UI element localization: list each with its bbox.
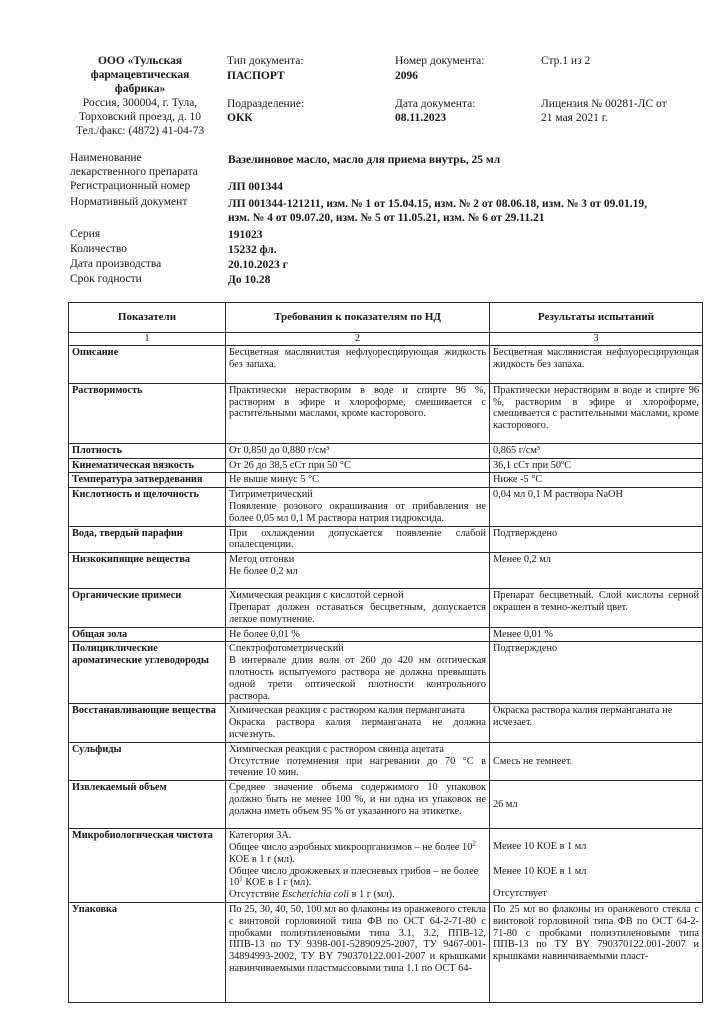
reg-number-value: ЛП 001344	[228, 181, 283, 193]
result-cell: Менее 0,2 мл	[490, 553, 703, 589]
reg-number-label: Регистрационный номер	[70, 180, 191, 192]
requirement-cell	[226, 829, 490, 903]
norm-doc-label: Нормативный документ	[70, 196, 188, 208]
drug-name-label	[70, 152, 198, 179]
company-name-line: ООО «Тульская	[97, 55, 183, 67]
param-cell: Растворимость	[69, 383, 226, 443]
table-row	[69, 458, 703, 473]
param-cell: Описание	[69, 345, 226, 383]
requirement-cell: Практически нерастворим в воде и спирте 96 %, растворим в эфире и хлороформе, смешивается с растительными маслами, кроме касторового.	[226, 383, 490, 443]
doc-date-label: Дата документа:	[395, 98, 476, 110]
param-cell: Температура затвердевания	[69, 473, 226, 488]
division-value: ОКК	[227, 112, 253, 124]
license-line: 21 мая 2021 г.	[541, 112, 609, 124]
requirement-cell: Метод отгонки Не более 0,2 мл	[226, 553, 490, 589]
result-cell: Бесцветная маслянистая нефлуоресцирующая жидкость без запаха.	[490, 345, 703, 383]
param-cell: Органические примеси	[69, 589, 226, 627]
text-span: Общее число аэробных микроорганизмов – не более 10	[229, 841, 473, 853]
table-row	[69, 829, 703, 903]
doc-type-label: Тип документа:	[227, 55, 304, 67]
requirement-cell: Спектрофотометрический В интервале длин волн от 260 до 420 нм оптическая плотность испытуемого раствора не должна превышать одной трети оптической плотности контрольного раствора.	[226, 642, 490, 704]
italic-span: Escherichia coli	[281, 889, 350, 901]
result-cell: Практически нерастворим в воде и спирте 96 %, растворим в эфире и хлороформе, смешивается с растительными маслами, кроме касторового.	[490, 383, 703, 443]
table-header-row	[69, 303, 703, 333]
micro-ecoli-result: Отсутствует	[493, 887, 547, 899]
micro-aerobic-req	[229, 839, 486, 866]
norm-doc-value	[228, 197, 698, 225]
series-label: Серия	[70, 228, 101, 240]
micro-aerobic-result: Менее 10 КОЕ в 1 мл	[493, 841, 587, 853]
micro-fungi-req	[229, 866, 486, 890]
col-number: 1	[69, 333, 226, 346]
company-phone: Тел./факс: (4872) 41-04-73	[75, 125, 205, 137]
table-row	[69, 553, 703, 589]
requirement-cell: Среднее значение объема содержимого 10 упаковок должно быть не менее 100 %, и ни одна из упаковок не должна иметь объем 95 % от указанного на этикетке.	[226, 781, 490, 829]
label-line: лекарственного препарата	[70, 165, 198, 178]
requirement-cell: От 26 до 38,5 сСт при 50 °С	[226, 458, 490, 473]
label-line: Наименование	[70, 152, 142, 164]
doc-date-value: 08.11.2023	[395, 112, 447, 124]
micro-category: Категория 3А.	[229, 830, 292, 842]
production-date-label: Дата производства	[70, 258, 162, 270]
param-cell: Вода, твердый парафин	[69, 526, 226, 553]
test-results-table	[68, 302, 703, 1003]
param-cell: Общая зола	[69, 627, 226, 642]
result-cell: 26 мл	[490, 781, 703, 829]
superscript: 2	[472, 839, 476, 848]
company-name-line: фармацевтическая	[90, 69, 190, 81]
requirement-cell: От 0,850 до 0,880 г/см³	[226, 443, 490, 458]
param-cell: Извлекаемый объем	[69, 781, 226, 829]
requirement-cell: При охлаждении допускается появление слабой опалесценции.	[226, 526, 490, 553]
requirement-cell: Химическая реакция с раствором свинца ацетата Отсутствие потемнения при нагревании до 70 °С в течение 10 мин.	[226, 742, 490, 780]
requirement-cell: Химическая реакция с кислотой серной Препарат должен оставаться бесцветным, допускается легкое помутнение.	[226, 589, 490, 627]
result-cell: Смесь не темнеет.	[490, 742, 703, 780]
doc-number-label: Номер документа:	[395, 55, 485, 67]
company-block	[70, 54, 210, 138]
requirement-cell: Химическая реакция с раствором калия перманганата Окраска раствора калия перманганата не должна исчезнуть.	[226, 704, 490, 742]
table-row	[69, 383, 703, 443]
param-cell: Упаковка	[69, 902, 226, 1002]
requirement-cell: Титриметрический Появление розового окрашивания от прибавления не более 0,05 мл 0,1 М раствора натрия гидроксида.	[226, 488, 490, 526]
doc-number-value: 2096	[395, 70, 418, 82]
result-cell: Ниже -5 °С	[490, 473, 703, 488]
text-span: Общее число дрожжевых и плесневых грибов – не более 10	[229, 865, 479, 889]
header-param: Показатели	[69, 303, 226, 333]
micro-ecoli-req	[229, 889, 486, 901]
table-row	[69, 443, 703, 458]
doc-type-value: ПАСПОРТ	[227, 70, 285, 82]
table-row	[69, 473, 703, 488]
company-address-line: Торховский проезд, д. 10	[78, 111, 202, 123]
table-row	[69, 345, 703, 383]
param-cell: Низкокипящие вещества	[69, 553, 226, 589]
result-cell: Менее 0,01 %	[490, 627, 703, 642]
quantity-label: Количество	[70, 243, 127, 255]
col-number: 3	[490, 333, 703, 346]
company-address-line: Россия, 300004, г. Тула,	[82, 97, 198, 109]
text-span: КОЕ в 1 г (мл).	[242, 877, 312, 889]
table-row	[69, 781, 703, 829]
expiry-value: До 10.28	[228, 274, 271, 286]
result-cell: По 25 мл во флаконы из оранжевого стекла с винтовой горловиной типа ФВ по ОСТ 64-2-71-80 с пробками полиэтиленовыми типа ППВ-13 по ТУ BY 790370122.001-2007 и крышками навинчиваемыми пласт-	[490, 902, 703, 1002]
header-results: Результаты испытаний	[490, 303, 703, 333]
param-cell: Сульфиды	[69, 742, 226, 780]
text-span: в 1 г (мл).	[349, 889, 395, 901]
result-cell: 0,865 г/см³	[490, 443, 703, 458]
result-cell: 36,1 сСт при 50ºС	[490, 458, 703, 473]
requirement-cell: Бесцветная маслянистая нефлуоресцирующая жидкость без запаха.	[226, 345, 490, 383]
col-number: 2	[226, 333, 490, 346]
param-cell: Микробиологическая чистота	[69, 829, 226, 903]
param-cell: Кинематическая вязкость	[69, 458, 226, 473]
expiry-label: Срок годности	[70, 273, 142, 285]
result-cell: Препарат бесцветный. Слой кислоты серной окрашен в темно-желтый цвет.	[490, 589, 703, 627]
table-row	[69, 704, 703, 742]
requirement-cell: Не выше минус 5 °С	[226, 473, 490, 488]
table-row	[69, 642, 703, 704]
param-cell: Восстанавливающие вещества	[69, 704, 226, 742]
header-requirements: Требования к показателям по НД	[226, 303, 490, 333]
result-cell: Подтверждено	[490, 526, 703, 553]
table-row	[69, 589, 703, 627]
param-cell: Полициклические ароматические углеводороды	[69, 642, 226, 704]
text-span: Отсутствие	[229, 889, 282, 901]
norm-doc-line: изм. № 4 от 09.07.20, изм. № 5 от 11.05.21, изм. № 6 от 29.11.21	[228, 212, 545, 224]
result-cell: Окраска раствора калия перманганата не исчезает.	[490, 704, 703, 742]
requirement-cell: По 25, 30, 40, 50, 100 мл во флаконы из оранжевого стекла с винтовой горловиной типа ФВ по ОСТ 64-2-71-80 с пробками полиэтиленовыми типа 3.1, 3.2, ППВ-12, ППВ-13 по ТУ 9398-001-52890925-2007, ТУ 9467-001-34894993-2002, ТУ BY 790370122.001-2007 и крышками навинчиваемыми пластмассовыми типа 1.1 по ОСТ 64-	[226, 902, 490, 1002]
quantity-value: 15232 фл.	[228, 244, 277, 256]
table-row	[69, 627, 703, 642]
license-line: Лицензия № 00281-ЛС от	[541, 98, 667, 110]
result-cell: 0,04 мл 0,1 М раствора NaOH	[490, 488, 703, 526]
company-name-line: фабрика»	[114, 83, 166, 95]
table-row	[69, 488, 703, 526]
result-cell	[490, 829, 703, 903]
result-cell: Подтверждено	[490, 642, 703, 704]
page-number: Стр.1 из 2	[541, 55, 591, 67]
series-value: 191023	[228, 229, 263, 241]
param-cell: Плотность	[69, 443, 226, 458]
table-row	[69, 526, 703, 553]
production-date-value: 20.10.2023 г	[228, 259, 288, 271]
text-span: КОЕ в 1 г (мл).	[229, 853, 295, 865]
micro-fungi-result: Менее 10 КОЕ в 1 мл	[493, 865, 587, 877]
division-label: Подразделение:	[227, 98, 305, 110]
requirement-cell: Не более 0,01 %	[226, 627, 490, 642]
column-number-row	[69, 333, 703, 346]
superscript: 1	[239, 874, 243, 883]
table-row	[69, 902, 703, 1002]
param-cell: Кислотность и щелочность	[69, 488, 226, 526]
norm-doc-line: ЛП 001344-121211, изм. № 1 от 15.04.15, изм. № 2 от 08.06.18, изм. № 3 от 09.01.19,	[228, 198, 647, 210]
table-row	[69, 742, 703, 780]
drug-name-value: Вазелиновое масло, масло для приема внутрь, 25 мл	[228, 154, 501, 166]
